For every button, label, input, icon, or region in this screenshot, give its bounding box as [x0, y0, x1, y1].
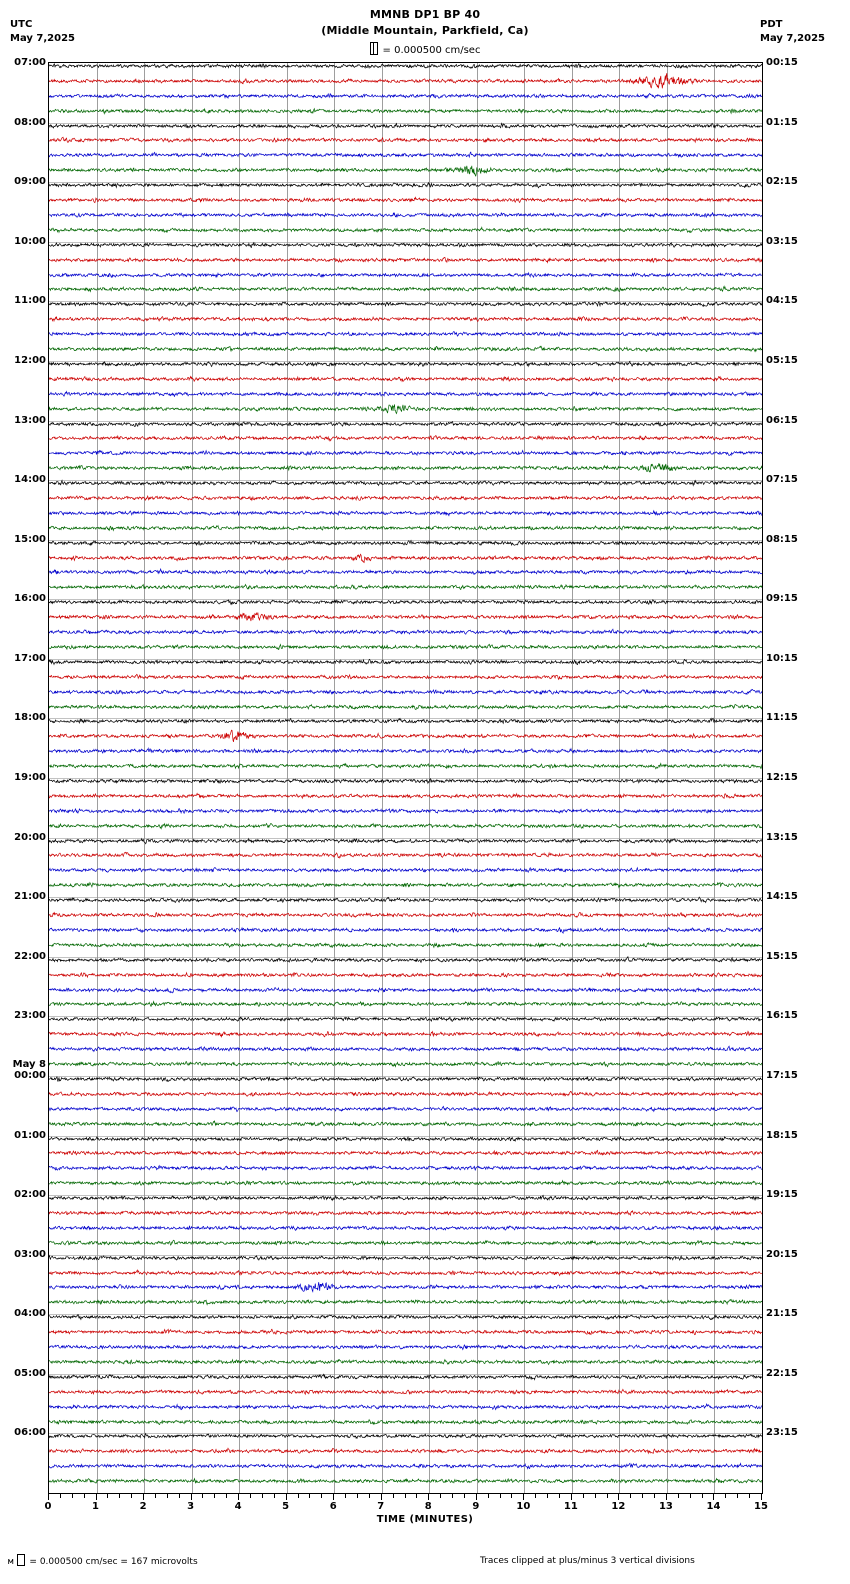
- time-label-utc: 10:00: [14, 235, 46, 247]
- x-axis-minor-tick: [607, 1494, 608, 1498]
- x-axis-minor-tick: [357, 1494, 358, 1498]
- time-label-utc: 07:00: [14, 57, 46, 68]
- x-axis-minor-tick: [119, 1494, 120, 1498]
- time-label-utc: 01:00: [14, 1129, 46, 1141]
- time-label-utc: 16:00: [14, 593, 46, 605]
- x-axis-tick: [286, 1494, 287, 1500]
- x-axis-tick-label: 13: [658, 1501, 673, 1512]
- x-axis-tick: [381, 1494, 382, 1500]
- x-axis-tick-label: 11: [563, 1501, 578, 1512]
- time-label-utc: 15:00: [14, 533, 46, 545]
- x-axis-minor-tick: [749, 1494, 750, 1498]
- time-label-pdt: 00:15: [766, 57, 798, 68]
- x-axis-minor-tick: [155, 1494, 156, 1498]
- x-axis-tick: [761, 1494, 762, 1500]
- x-axis-minor-tick: [440, 1494, 441, 1498]
- x-axis-tick-label: 9: [472, 1501, 480, 1512]
- time-label-pdt: 09:15: [766, 593, 798, 605]
- x-axis-minor-tick: [179, 1494, 180, 1498]
- x-axis-minor-tick: [214, 1494, 215, 1498]
- time-label-utc: 18:00: [14, 712, 46, 724]
- x-axis-minor-tick: [535, 1494, 536, 1498]
- time-label-utc: 22:00: [14, 950, 46, 962]
- x-axis-minor-tick: [167, 1494, 168, 1498]
- footer-scale-note: [8, 1552, 198, 1567]
- x-axis-minor-tick: [298, 1494, 299, 1498]
- time-label-pdt: 16:15: [766, 1010, 798, 1022]
- time-label-utc: 13:00: [14, 414, 46, 426]
- page-title: MMNB DP1 BP 40: [369, 8, 481, 21]
- x-axis-minor-tick: [500, 1494, 501, 1498]
- time-label-pdt: 19:15: [766, 1189, 798, 1201]
- x-axis-tick-label: 10: [516, 1501, 531, 1512]
- time-label-pdt: 08:15: [766, 533, 798, 545]
- x-axis-minor-tick: [702, 1494, 703, 1498]
- time-label-utc: 17:00: [14, 652, 46, 664]
- x-axis-minor-tick: [393, 1494, 394, 1498]
- x-axis-tick-label: 3: [187, 1501, 195, 1512]
- time-label-pdt: 02:15: [766, 176, 798, 188]
- time-label-pdt: 23:15: [766, 1427, 798, 1439]
- page-subtitle: (Middle Mountain, Parkfield, Ca): [321, 24, 529, 37]
- x-axis-minor-tick: [452, 1494, 453, 1498]
- x-axis-minor-tick: [678, 1494, 679, 1498]
- time-label-utc: 12:00: [14, 354, 46, 366]
- left-timezone-label: UTC: [10, 19, 33, 30]
- x-axis-tick-label: 6: [329, 1501, 337, 1512]
- seismic-trace: [49, 1470, 764, 1492]
- x-axis-minor-tick: [131, 1494, 132, 1498]
- x-axis-minor-tick: [725, 1494, 726, 1498]
- footer-scale-text: = 0.000500 cm/sec = 167 microvolts: [29, 1557, 198, 1567]
- time-label-utc: 03:00: [14, 1248, 46, 1260]
- time-label-utc: 14:00: [14, 474, 46, 486]
- time-label-pdt: 06:15: [766, 414, 798, 426]
- time-label-pdt: 17:15: [766, 1069, 798, 1081]
- x-axis-tick: [428, 1494, 429, 1500]
- time-label-pdt: 14:15: [766, 891, 798, 903]
- left-date-label: May 7,2025: [10, 33, 75, 44]
- time-label-pdt: 18:15: [766, 1129, 798, 1141]
- x-axis-tick: [333, 1494, 334, 1500]
- time-label-pdt: 01:15: [766, 116, 798, 128]
- time-label-pdt: 03:15: [766, 235, 798, 247]
- helicorder-plot: [48, 62, 763, 1494]
- time-label-utc: 21:00: [14, 891, 46, 903]
- time-label-utc: 04:00: [14, 1308, 46, 1320]
- scale-legend-text: = 0.000500 cm/sec: [382, 45, 481, 56]
- x-axis-minor-tick: [488, 1494, 489, 1498]
- time-label-utc: 23:00: [14, 1010, 46, 1022]
- x-axis-tick: [476, 1494, 477, 1500]
- x-axis-tick-label: 2: [139, 1501, 147, 1512]
- time-label-pdt: 11:15: [766, 712, 798, 724]
- x-axis-tick: [666, 1494, 667, 1500]
- time-label-pdt: 15:15: [766, 950, 798, 962]
- time-label-utc: 05:00: [14, 1367, 46, 1379]
- x-axis-minor-tick: [583, 1494, 584, 1498]
- time-label-pdt: 05:15: [766, 354, 798, 366]
- time-label-pdt: 07:15: [766, 474, 798, 486]
- time-label-utc: 09:00: [14, 176, 46, 188]
- x-axis-minor-tick: [737, 1494, 738, 1498]
- time-label-pdt: 22:15: [766, 1367, 798, 1379]
- x-axis-minor-tick: [405, 1494, 406, 1498]
- date-label-utc: May 8: [12, 1058, 46, 1070]
- x-axis-tick: [48, 1494, 49, 1500]
- x-axis-tick: [143, 1494, 144, 1500]
- x-axis-minor-tick: [511, 1494, 512, 1498]
- right-date-label: May 7,2025: [760, 33, 825, 44]
- title-block: [0, 8, 850, 37]
- x-axis-minor-tick: [226, 1494, 227, 1498]
- time-label-utc: [2, 1059, 46, 1081]
- x-axis-minor-tick: [262, 1494, 263, 1498]
- time-label-pdt: 21:15: [766, 1308, 798, 1320]
- time-label-utc: 19:00: [14, 772, 46, 783]
- time-label-pdt: 20:15: [766, 1248, 798, 1260]
- hour-label-utc: 00:00: [14, 1069, 46, 1081]
- x-axis-minor-tick: [60, 1494, 61, 1498]
- scale-legend: [0, 40, 850, 56]
- right-timezone-label: PDT: [760, 19, 783, 30]
- time-label-utc: 02:00: [14, 1189, 46, 1201]
- time-label-utc: 11:00: [14, 295, 46, 307]
- x-axis-minor-tick: [464, 1494, 465, 1498]
- x-axis-minor-tick: [84, 1494, 85, 1498]
- x-axis-tick: [191, 1494, 192, 1500]
- time-label-utc: 20:00: [14, 831, 46, 843]
- x-axis-minor-tick: [654, 1494, 655, 1498]
- time-label-pdt: 12:15: [766, 772, 798, 783]
- x-axis-tick: [618, 1494, 619, 1500]
- x-axis-tick-label: 12: [611, 1501, 626, 1512]
- scale-bar-icon: [370, 42, 378, 55]
- x-axis-tick-label: 0: [44, 1501, 52, 1512]
- x-axis-tick-label: 1: [92, 1501, 100, 1512]
- x-axis-minor-tick: [547, 1494, 548, 1498]
- x-axis-tick: [96, 1494, 97, 1500]
- x-axis-tick-label: 15: [754, 1501, 768, 1512]
- x-axis-tick: [523, 1494, 524, 1500]
- x-axis-minor-tick: [416, 1494, 417, 1498]
- x-axis-minor-tick: [107, 1494, 108, 1498]
- time-label-utc: 08:00: [14, 116, 46, 128]
- x-axis-tick: [713, 1494, 714, 1500]
- x-axis-minor-tick: [202, 1494, 203, 1498]
- x-axis-minor-tick: [72, 1494, 73, 1498]
- time-label-utc: 06:00: [14, 1427, 46, 1439]
- time-label-pdt: 13:15: [766, 831, 798, 843]
- footer-scale-bar-icon: [17, 1554, 25, 1566]
- x-axis-minor-tick: [595, 1494, 596, 1498]
- x-axis-minor-tick: [274, 1494, 275, 1498]
- x-axis: [44, 1494, 768, 1512]
- footer-clip-note: Traces clipped at plus/minus 3 vertical divisions: [480, 1556, 695, 1566]
- footer-scale-prefix: м: [8, 1557, 14, 1567]
- x-axis-tick: [238, 1494, 239, 1500]
- x-axis-tick: [571, 1494, 572, 1500]
- x-axis-minor-tick: [559, 1494, 560, 1498]
- x-axis-minor-tick: [250, 1494, 251, 1498]
- x-axis-tick-label: 5: [282, 1501, 290, 1512]
- x-axis-title: TIME (MINUTES): [376, 1514, 474, 1525]
- x-axis-minor-tick: [309, 1494, 310, 1498]
- x-axis-minor-tick: [642, 1494, 643, 1498]
- time-label-pdt: 04:15: [766, 295, 798, 307]
- x-axis-tick-label: 7: [377, 1501, 385, 1512]
- x-axis-minor-tick: [630, 1494, 631, 1498]
- x-axis-tick-label: 14: [706, 1501, 721, 1512]
- x-axis-minor-tick: [345, 1494, 346, 1498]
- x-axis-tick-label: 8: [424, 1501, 432, 1512]
- x-axis-minor-tick: [690, 1494, 691, 1498]
- x-axis-minor-tick: [321, 1494, 322, 1498]
- x-axis-tick-label: 4: [234, 1501, 242, 1512]
- x-axis-minor-tick: [369, 1494, 370, 1498]
- time-label-pdt: 10:15: [766, 652, 798, 664]
